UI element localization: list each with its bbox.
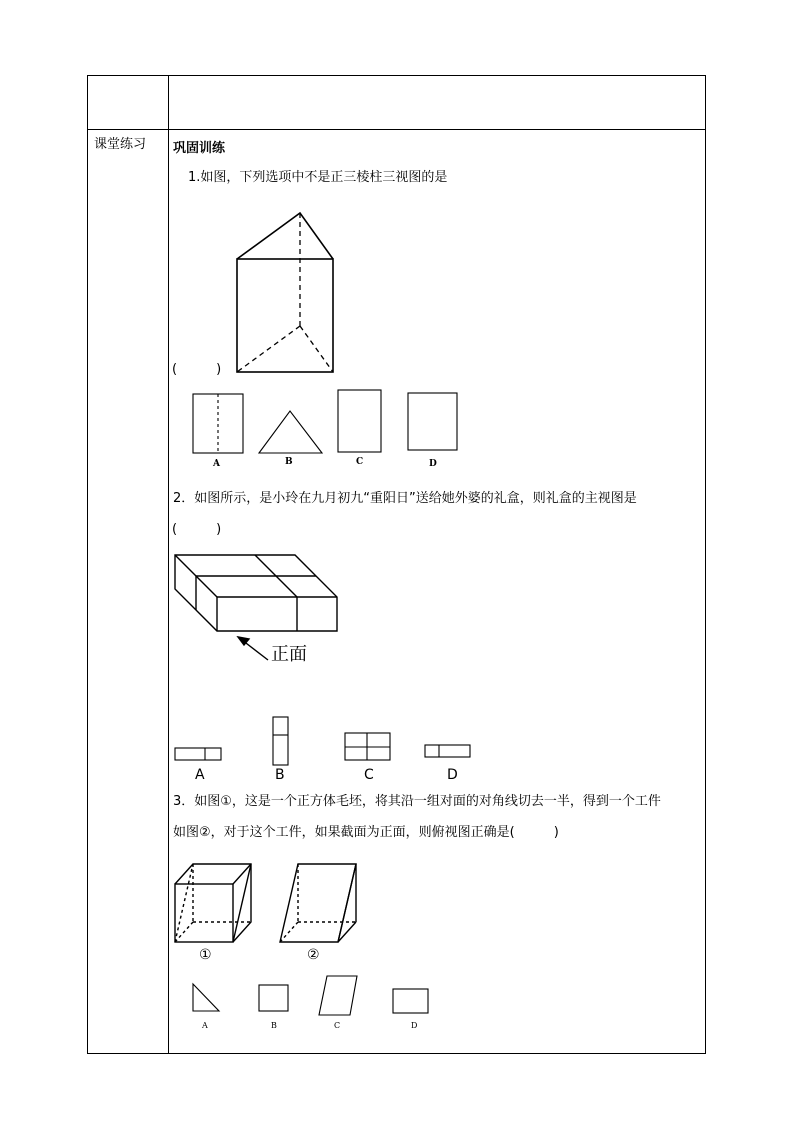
q1-option-a: A [213, 459, 220, 469]
q1-option-b: B [285, 457, 293, 467]
q3-figure-label-1: ① [199, 947, 212, 963]
q3-option-c: C [334, 1021, 341, 1030]
q2-option-c: C [364, 767, 374, 783]
q3-figure-label-2: ② [307, 947, 320, 963]
q1-option-d: D [429, 459, 437, 469]
q2-option-b: B [275, 767, 285, 783]
row-label: 课堂练习 [94, 137, 147, 152]
q1-option-c: C [356, 457, 364, 467]
q2-option-d: D [447, 767, 458, 783]
q1-answer-paren: ( ) [172, 362, 222, 377]
q3-text-line2: 如图②，对于这个工件，如果截面为正面，则俯视图正确是( ) [173, 825, 559, 840]
q1-text: 1.如图，下列选项中不是正三棱柱三视图的是 [188, 170, 448, 185]
q2-answer-paren: ( ) [172, 522, 222, 537]
q3-option-a: A [202, 1021, 208, 1030]
section-title: 巩固训练 [173, 141, 226, 156]
q3-option-d: D [411, 1021, 418, 1030]
q3-text-line1: 3．如图①，这是一个正方体毛坯，将其沿一组对面的对角线切去一半，得到一个工件 [173, 794, 661, 809]
q2-front-label: 正面 [271, 644, 307, 665]
q3-option-b: B [271, 1021, 277, 1030]
q2-option-a: A [195, 767, 205, 783]
q2-text: 2．如图所示，是小玲在九月初九“重阳日”送给她外婆的礼盒，则礼盒的主视图是 [173, 491, 637, 506]
